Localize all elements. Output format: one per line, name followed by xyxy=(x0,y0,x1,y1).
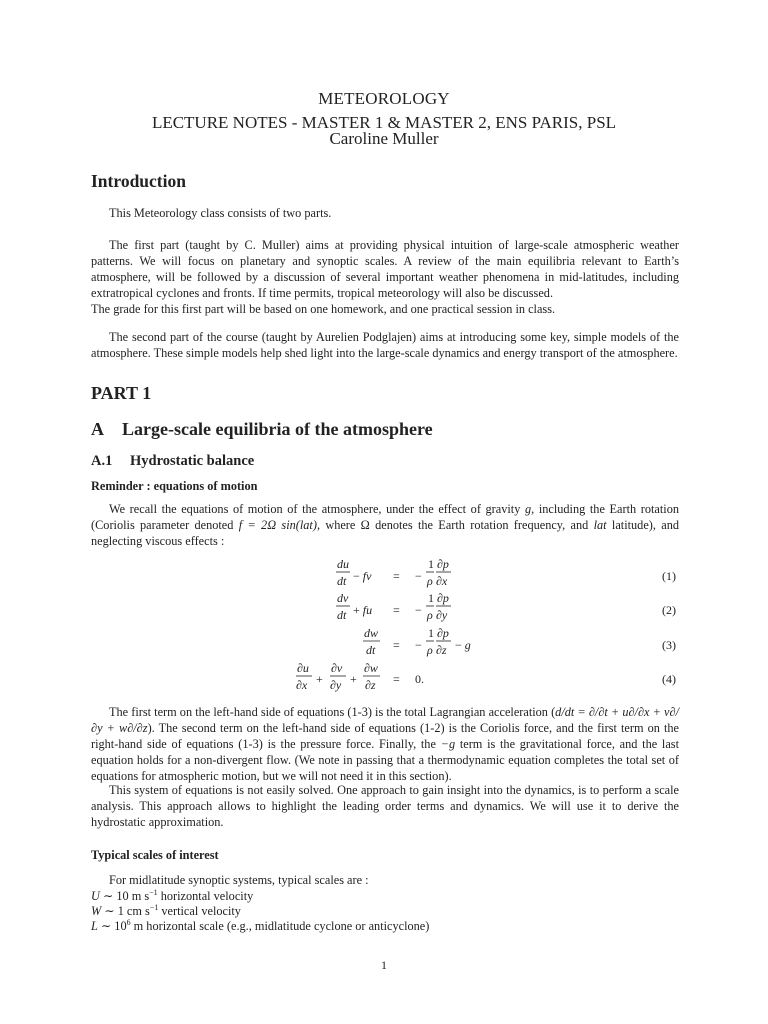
svg-text:dv: dv xyxy=(337,591,349,605)
svg-text:∂p: ∂p xyxy=(437,557,449,571)
document-author: Caroline Muller xyxy=(329,129,439,148)
introduction-heading: Introduction xyxy=(91,171,186,191)
equation-1 xyxy=(336,557,676,588)
scale-item: L ∼ $10^6$ m horizontal scale (e.g., midlatitude cyclone or anticyclone) xyxy=(91,917,430,933)
latitude-symbol: lat xyxy=(593,518,607,532)
reminder-paragraph xyxy=(91,501,679,549)
subsection-heading xyxy=(91,453,254,470)
svg-text:+ fu: + fu xyxy=(353,603,373,617)
svg-text:∂y: ∂y xyxy=(330,678,342,692)
svg-text:0.: 0. xyxy=(415,672,424,686)
svg-text:∂y: ∂y xyxy=(436,608,448,622)
lagrangian-derivative: d/dt = ∂/∂t + u∂/∂x + v∂/∂y + w∂/∂z xyxy=(91,705,679,735)
gravity-symbol: g xyxy=(524,502,532,516)
reminder-text-b: , including the Earth rotation (Coriolis parameter denoted xyxy=(91,502,679,532)
scale-description: m horizontal scale (e.g., midlatitude cyclone or anticyclone) xyxy=(130,919,430,933)
svg-text:∂u: ∂u xyxy=(297,661,309,675)
scale-symbol: U xyxy=(91,889,100,903)
subsection-title: Hydrostatic balance xyxy=(130,453,255,469)
svg-text:dw: dw xyxy=(364,626,379,640)
reminder-heading: Reminder : equations of motion xyxy=(91,479,258,493)
svg-text:∂p: ∂p xyxy=(437,591,449,605)
equation-3-tag: (3) xyxy=(662,638,676,652)
svg-text:∂x: ∂x xyxy=(436,574,448,588)
scales-heading: Typical scales of interest xyxy=(91,848,219,862)
svg-text:∂w: ∂w xyxy=(364,661,378,675)
equation-1-tag: (1) xyxy=(662,569,676,583)
scale-value: 10 m s xyxy=(116,889,150,903)
scale-value: 1 cm s xyxy=(117,904,150,918)
document-title: METEOROLOGY xyxy=(318,89,450,108)
equation-4-tag: (4) xyxy=(662,672,676,686)
scale-value: 10 xyxy=(114,919,127,933)
scale-exponent: −1 xyxy=(149,887,158,897)
scale-exponent: −1 xyxy=(149,902,159,912)
svg-text:1: 1 xyxy=(428,557,434,571)
svg-text:+: + xyxy=(316,672,323,686)
svg-text:ρ: ρ xyxy=(427,574,433,588)
svg-text:∂z: ∂z xyxy=(365,678,376,692)
scale-item: U ∼ 10 m $s^{-1}$ horizontal velocity xyxy=(91,887,254,903)
svg-text:∂v: ∂v xyxy=(331,661,343,675)
svg-text:du: du xyxy=(337,557,349,571)
gravity-term: −g xyxy=(440,737,456,751)
svg-text:ρ: ρ xyxy=(427,608,433,622)
equation-2 xyxy=(336,591,676,622)
explanation-text-b: ). The second term on the left-hand side of equations (1-2) is the Coriolis force, and the first term on the right-hand side of equations (1-3) is the pressure force. Finally, the xyxy=(91,721,679,751)
intro-paragraph-1 xyxy=(91,205,679,221)
intro-p3-text: The second part of the course (taught by Aurelien Podglajen) aims at introducing some key, simple models of the atmosphere. These simple models help shed light into the large-scale dynamics and energy transport of the atmosphere. xyxy=(91,330,679,360)
svg-text:+: + xyxy=(350,672,357,686)
svg-text:dt: dt xyxy=(337,574,347,588)
svg-text:− fv: − fv xyxy=(353,569,372,583)
svg-text:∂p: ∂p xyxy=(437,626,449,640)
svg-text:=: = xyxy=(393,672,400,686)
svg-text:ρ: ρ xyxy=(427,643,433,657)
reminder-text xyxy=(91,501,679,549)
svg-text:1: 1 xyxy=(428,591,434,605)
equation-3 xyxy=(363,626,676,657)
equations-of-motion xyxy=(91,556,679,696)
equation-2-tag: (2) xyxy=(662,603,676,617)
reminder-text-c: , where Ω denotes the Earth rotation frequency, and xyxy=(316,518,594,532)
scale-description: horizontal velocity xyxy=(157,889,254,903)
svg-text:dt: dt xyxy=(366,643,376,657)
page-number: 1 xyxy=(381,958,387,972)
scale-symbol: W xyxy=(91,904,102,918)
intro-paragraph-2 xyxy=(91,237,679,317)
scales-intro-text: For midlatitude synoptic systems, typical scales are : xyxy=(109,873,369,887)
svg-text:1: 1 xyxy=(428,626,434,640)
svg-text:∂x: ∂x xyxy=(296,678,308,692)
svg-text:=: = xyxy=(393,569,400,583)
equation-4 xyxy=(296,661,676,692)
svg-text:=: = xyxy=(393,638,400,652)
svg-text:−: − xyxy=(415,569,422,583)
svg-text:dt: dt xyxy=(337,608,347,622)
scale-description: vertical velocity xyxy=(158,904,241,918)
scale-analysis-text: This system of equations is not easily solved. One approach to gain insight into the dynamics, is to perform a scale analysis. This approach allows to highlight the leading order terms and dynamics. We will use it to derive the hydrostatic approximation. xyxy=(91,783,679,829)
equations-svg xyxy=(91,556,679,696)
section-title: Large-scale equilibria of the atmosphere xyxy=(122,419,433,439)
svg-text:−: − xyxy=(415,638,422,652)
reminder-text-d: latitude), and neglecting viscous effects : xyxy=(91,518,680,548)
section-number: A xyxy=(91,419,104,439)
intro-p2-grade: The grade for this first part will be based on one homework, and one practical session in class. xyxy=(91,302,556,316)
section-heading xyxy=(91,419,433,440)
svg-text:−: − xyxy=(415,603,422,617)
scale-analysis-paragraph xyxy=(91,782,679,830)
svg-text:=: = xyxy=(393,603,400,617)
intro-paragraph-3 xyxy=(91,329,679,361)
scale-exponent: 6 xyxy=(126,917,131,927)
scale-symbol: L xyxy=(91,919,98,933)
part-heading: PART 1 xyxy=(91,383,152,403)
explanation-text-a: The first term on the left-hand side of equations (1-3) is the total Lagrangian acceleration ( xyxy=(109,705,556,719)
intro-p1-text: This Meteorology class consists of two parts. xyxy=(109,206,332,220)
coriolis-definition: f = 2Ω sin(lat) xyxy=(238,518,317,532)
equations-explanation xyxy=(91,704,679,784)
reminder-text-a: We recall the equations of motion of the atmosphere, under the effect of gravity xyxy=(109,502,525,516)
explanation-text-c: term is the gravitational force, and the last equation holds for a non-divergent flow. (We note in passing that a thermodynamic equation completes the total set of equations for atmospheric motion, but we will not need it in this section). xyxy=(91,737,679,783)
svg-text:∂z: ∂z xyxy=(436,643,447,657)
svg-text:− g: − g xyxy=(455,638,471,652)
subsection-number: A.1 xyxy=(91,453,113,469)
explanation-text xyxy=(91,704,679,784)
document-subtitle: LECTURE NOTES - MASTER 1 & MASTER 2, ENS PARIS, PSL xyxy=(151,113,617,132)
scales-intro xyxy=(91,872,679,888)
intro-p2-text: The first part (taught by C. Muller) aims at providing physical intuition of large-scale atmospheric weather patterns. We will focus on planetary and synoptic scales. A review of the main equilibria relevant to Earth’s atmosphere, will be followed by a discussion of several important weather phenomena in mid-latitudes, including extratropical cyclones and fronts. If time permits, tropical meteorology will also be discussed. xyxy=(91,238,679,300)
scale-item: W ∼ 1 cm $s^{-1}$ vertical velocity xyxy=(91,902,241,918)
